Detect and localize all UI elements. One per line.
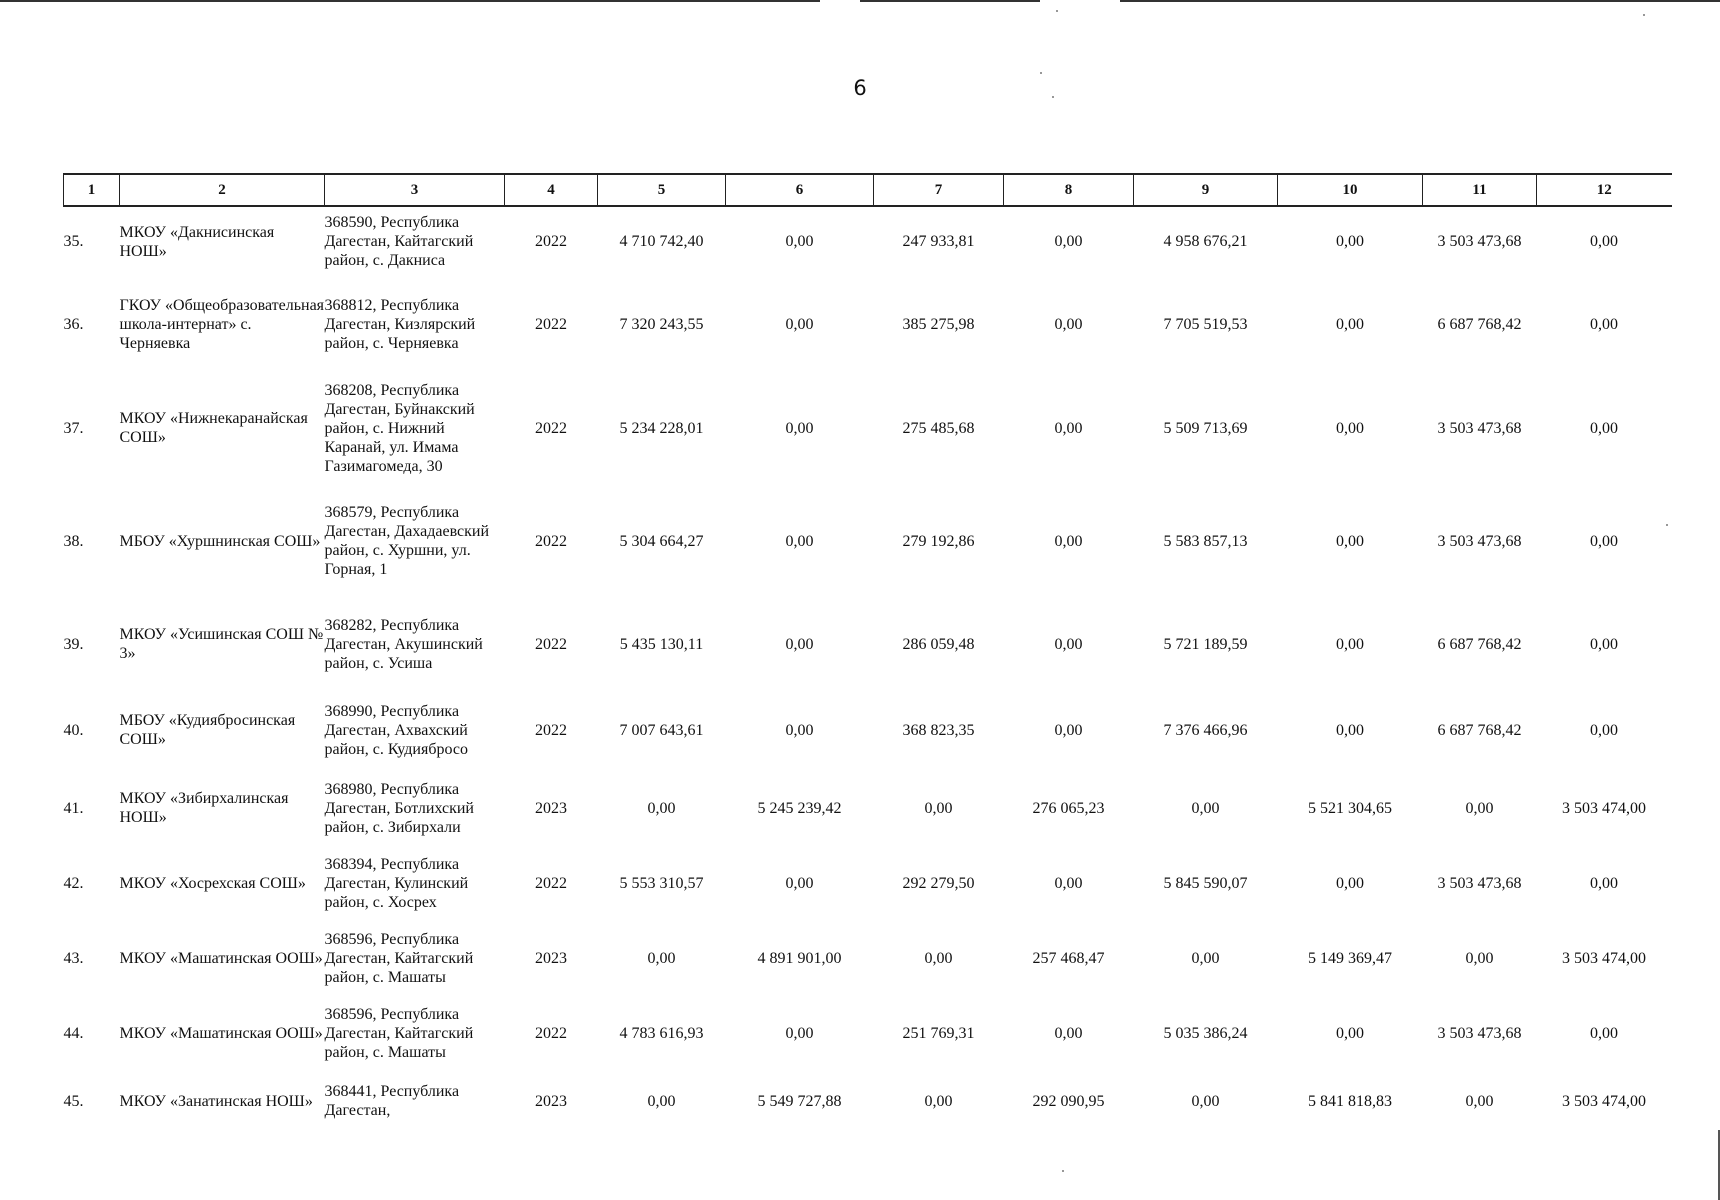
year-cell: 2023	[535, 1092, 567, 1110]
amount-cell: 0,00	[1054, 874, 1083, 892]
top-edge-rule	[0, 0, 820, 2]
amount-cell: 247 933,81	[902, 233, 975, 250]
year-cell: 2022	[535, 635, 567, 653]
top-edge-rule	[860, 0, 1040, 2]
row-number: 44.	[63, 1024, 84, 1042]
amount-cell: 4 783 616,93	[619, 1024, 704, 1042]
table-row	[64, 276, 1672, 372]
amount-cell: 3 503 474,00	[1562, 1092, 1646, 1110]
financing-table	[63, 173, 1672, 1132]
amount-cell: 3 503 473,68	[1437, 419, 1522, 437]
year-cell: 2022	[535, 419, 567, 437]
school-name: МКОУ «Нижнекаранайская СОШ»	[119, 410, 308, 446]
amount-cell: 0,00	[1590, 1024, 1618, 1042]
col-header: 10	[1278, 174, 1423, 206]
col-header: 1	[64, 174, 120, 206]
amount-cell: 7 705 519,53	[1163, 315, 1248, 333]
amount-cell: 0,00	[1590, 635, 1618, 653]
school-name: МБОУ «Кудиябросинская СОШ»	[119, 712, 296, 748]
col-header: 8	[1004, 174, 1134, 206]
amount-cell: 0,00	[1336, 233, 1364, 250]
table-row	[64, 1070, 1672, 1132]
school-name: МКОУ «Машатинская ООШ»	[119, 1024, 323, 1042]
row-number: 36.	[63, 315, 84, 333]
amount-cell: 0,00	[1054, 532, 1083, 550]
amount-cell: 3 503 473,68	[1437, 233, 1522, 250]
amount-cell: 292 090,95	[1032, 1092, 1105, 1110]
amount-cell: 0,00	[647, 1092, 676, 1110]
amount-cell: 0,00	[1336, 874, 1364, 892]
amount-cell: 3 503 474,00	[1562, 799, 1646, 817]
amount-cell: 5 583 857,13	[1163, 532, 1248, 550]
amount-cell: 0,00	[785, 1024, 814, 1042]
school-name: МКОУ «Дакнисинская НОШ»	[119, 223, 275, 260]
table-row	[64, 770, 1672, 846]
amount-cell: 286 059,48	[902, 635, 975, 653]
amount-cell: 251 769,31	[902, 1024, 975, 1042]
amount-cell: 0,00	[785, 315, 814, 333]
school-name: МБОУ «Хуршнинская СОШ»	[119, 532, 321, 550]
scan-speck	[1643, 14, 1645, 16]
school-address: 368441, Республика Дагестан,	[324, 1083, 460, 1119]
school-name: МКОУ «Хосрехская СОШ»	[119, 874, 306, 892]
amount-cell: 0,00	[1054, 419, 1083, 437]
col-header: 2	[120, 174, 325, 206]
year-cell: 2022	[535, 874, 567, 892]
amount-cell: 3 503 474,00	[1562, 949, 1646, 967]
amount-cell: 5 549 727,88	[757, 1092, 842, 1110]
amount-cell: 0,00	[1336, 532, 1364, 550]
school-address: 368812, Республика Дагестан, Кизлярский район, с. Черняевка	[324, 296, 476, 352]
amount-cell: 279 192,86	[902, 532, 975, 550]
amount-cell: 7 320 243,55	[619, 315, 704, 333]
amount-cell: 4 958 676,21	[1163, 233, 1248, 250]
year-cell: 2023	[535, 949, 567, 967]
amount-cell: 0,00	[647, 799, 676, 817]
table-row	[64, 690, 1672, 770]
table-row	[64, 206, 1672, 276]
table-row	[64, 372, 1672, 484]
amount-cell: 5 245 239,42	[757, 799, 842, 817]
amount-cell: 0,00	[1336, 721, 1364, 739]
school-name: ГКОУ «Общеобразовательная школа-интернат» с. Черняевка	[119, 296, 325, 352]
amount-cell: 5 721 189,59	[1163, 635, 1248, 653]
amount-cell: 5 435 130,11	[619, 635, 704, 653]
school-address: 368579, Республика Дагестан, Дахадаевский район, с. Хуршни, ул. Горная, 1	[324, 504, 490, 578]
school-address: 368990, Республика Дагестан, Ахвахский район, с. Кудиябросо	[324, 702, 468, 758]
amount-cell: 5 035 386,24	[1163, 1024, 1248, 1042]
amount-cell: 0,00	[1191, 799, 1220, 817]
amount-cell: 0,00	[1054, 721, 1083, 739]
school-address: 368596, Республика Дагестан, Кайтагский район, с. Машаты	[324, 930, 474, 986]
page-number: 6	[853, 76, 867, 100]
year-cell: 2022	[535, 1024, 567, 1042]
row-number: 41.	[63, 799, 84, 817]
school-name: МКОУ «Зибирхалинская НОШ»	[119, 790, 289, 826]
amount-cell: 5 841 818,83	[1308, 1092, 1392, 1110]
amount-cell: 257 468,47	[1032, 949, 1105, 967]
amount-cell: 4 891 901,00	[757, 949, 842, 967]
amount-cell: 5 234 228,01	[619, 419, 704, 437]
col-header: 11	[1423, 174, 1537, 206]
table-row	[64, 996, 1672, 1070]
amount-cell: 0,00	[1191, 1092, 1220, 1110]
school-name: МКОУ «Машатинская ООШ»	[119, 949, 323, 967]
school-address: 368394, Республика Дагестан, Кулинский район, с. Хосрех	[324, 855, 469, 911]
scan-speck	[1040, 72, 1042, 74]
school-name: МКОУ «Усишинская СОШ № 3»	[119, 626, 324, 662]
amount-cell: 0,00	[924, 949, 953, 967]
scan-speck	[1056, 10, 1058, 12]
amount-cell: 6 687 768,42	[1437, 315, 1522, 333]
amount-cell: 3 503 473,68	[1437, 1024, 1522, 1042]
amount-cell: 276 065,23	[1032, 799, 1105, 817]
year-cell: 2022	[535, 315, 567, 333]
col-header: 9	[1134, 174, 1278, 206]
col-header: 3	[325, 174, 505, 206]
amount-cell: 0,00	[1336, 315, 1364, 333]
amount-cell: 385 275,98	[902, 315, 975, 333]
amount-cell: 0,00	[1336, 419, 1364, 437]
col-header: 7	[874, 174, 1004, 206]
school-name: МКОУ «Занатинская НОШ»	[119, 1092, 313, 1110]
amount-cell: 0,00	[785, 635, 814, 653]
row-number: 40.	[63, 721, 84, 739]
table-row	[64, 484, 1672, 598]
amount-cell: 0,00	[924, 1092, 953, 1110]
amount-cell: 0,00	[1590, 532, 1618, 550]
amount-cell: 0,00	[1054, 233, 1083, 250]
school-address: 368590, Республика Дагестан, Кайтагский район, с. Дакниса	[324, 214, 474, 269]
amount-cell: 7 376 466,96	[1163, 721, 1248, 739]
amount-cell: 6 687 768,42	[1437, 635, 1522, 653]
amount-cell: 0,00	[1054, 635, 1083, 653]
amount-cell: 5 304 664,27	[619, 532, 704, 550]
amount-cell: 0,00	[785, 874, 814, 892]
row-number: 43.	[63, 949, 84, 967]
year-cell: 2023	[535, 799, 567, 817]
amount-cell: 0,00	[1054, 1024, 1083, 1042]
amount-cell: 0,00	[785, 419, 814, 437]
amount-cell: 0,00	[1465, 799, 1494, 817]
amount-cell: 0,00	[1590, 419, 1618, 437]
col-header: 4	[505, 174, 598, 206]
amount-cell: 5 521 304,65	[1308, 799, 1392, 817]
amount-cell: 0,00	[924, 799, 953, 817]
row-number: 45.	[63, 1092, 84, 1110]
amount-cell: 6 687 768,42	[1437, 721, 1522, 739]
year-cell: 2022	[535, 532, 567, 550]
scan-speck	[1062, 1170, 1064, 1172]
amount-cell: 0,00	[1054, 315, 1083, 333]
amount-cell: 0,00	[785, 721, 814, 739]
amount-cell: 5 845 590,07	[1163, 874, 1248, 892]
amount-cell: 0,00	[1336, 635, 1364, 653]
amount-cell: 0,00	[1590, 874, 1618, 892]
school-address: 368980, Республика Дагестан, Ботлихский район, с. Зибирхали	[324, 780, 474, 836]
amount-cell: 7 007 643,61	[619, 721, 704, 739]
table-row	[64, 598, 1672, 690]
top-edge-rule	[1120, 0, 1720, 2]
col-header: 12	[1537, 174, 1672, 206]
amount-cell: 4 710 742,40	[619, 233, 704, 250]
year-cell: 2022	[535, 721, 567, 739]
amount-cell: 0,00	[1590, 315, 1618, 333]
amount-cell: 0,00	[1590, 233, 1618, 250]
row-number: 35.	[63, 233, 84, 250]
table-row	[64, 920, 1672, 996]
amount-cell: 5 553 310,57	[619, 874, 704, 892]
row-number: 38.	[63, 532, 84, 550]
amount-cell: 3 503 473,68	[1437, 532, 1522, 550]
amount-cell: 0,00	[1465, 1092, 1494, 1110]
scan-speck	[1052, 96, 1054, 98]
scan-speck	[1666, 524, 1668, 526]
amount-cell: 0,00	[785, 532, 814, 550]
amount-cell: 3 503 473,68	[1437, 874, 1522, 892]
row-number: 42.	[63, 874, 84, 892]
col-header: 5	[598, 174, 726, 206]
amount-cell: 0,00	[1191, 949, 1220, 967]
school-address: 368596, Республика Дагестан, Кайтагский район, с. Машаты	[324, 1005, 474, 1061]
table-row	[64, 846, 1672, 920]
amount-cell: 5 509 713,69	[1163, 419, 1248, 437]
col-header: 6	[726, 174, 874, 206]
amount-cell: 0,00	[647, 949, 676, 967]
amount-cell: 0,00	[1465, 949, 1494, 967]
table-body	[64, 206, 1672, 1132]
row-number: 39.	[63, 635, 84, 653]
amount-cell: 5 149 369,47	[1308, 949, 1392, 967]
amount-cell: 0,00	[1590, 721, 1618, 739]
amount-cell: 292 279,50	[902, 874, 975, 892]
amount-cell: 368 823,35	[902, 721, 975, 739]
amount-cell: 0,00	[785, 233, 814, 250]
year-cell: 2022	[535, 233, 567, 250]
school-address: 368282, Республика Дагестан, Акушинский район, с. Усиша	[324, 616, 483, 672]
school-address: 368208, Республика Дагестан, Буйнакский район, с. Нижний Каранай, ул. Имама Газимагомеда, 30	[324, 381, 475, 475]
amount-cell: 275 485,68	[902, 419, 975, 437]
row-number: 37.	[63, 419, 84, 437]
table-header	[64, 174, 1672, 206]
amount-cell: 0,00	[1336, 1024, 1364, 1042]
